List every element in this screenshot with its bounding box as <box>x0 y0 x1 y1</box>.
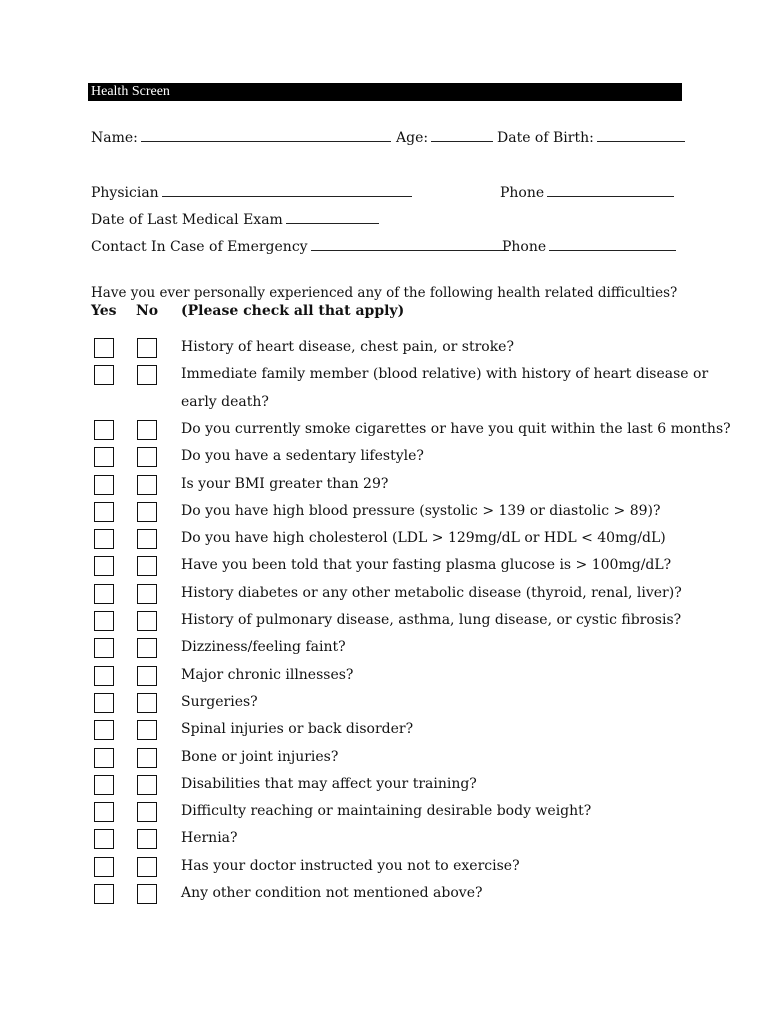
no-checkbox[interactable] <box>137 502 157 522</box>
no-checkbox[interactable] <box>137 638 157 658</box>
emergency-row <box>91 238 509 256</box>
yes-checkbox[interactable] <box>94 584 114 604</box>
no-checkbox[interactable] <box>137 338 157 358</box>
check-instruction: (Please check all that apply) <box>181 303 405 319</box>
no-checkbox[interactable] <box>137 584 157 604</box>
yes-checkbox[interactable] <box>94 447 114 467</box>
question-text: Have you been told that your fasting plasma glucose is > 100mg/dL? <box>181 557 672 574</box>
no-checkbox[interactable] <box>137 420 157 440</box>
no-checkbox[interactable] <box>137 666 157 686</box>
no-checkbox[interactable] <box>137 529 157 549</box>
form-title: Health Screen <box>91 84 170 99</box>
no-checkbox[interactable] <box>137 365 157 385</box>
yes-checkbox[interactable] <box>94 748 114 768</box>
no-checkbox[interactable] <box>137 475 157 495</box>
yes-checkbox[interactable] <box>94 857 114 877</box>
physician-field[interactable] <box>162 184 412 197</box>
no-checkbox[interactable] <box>137 857 157 877</box>
yes-checkbox[interactable] <box>94 556 114 576</box>
age-field[interactable] <box>431 129 493 142</box>
yes-checkbox[interactable] <box>94 338 114 358</box>
age-label: Age: <box>396 130 429 146</box>
question-text: History diabetes or any other metabolic disease (thyroid, renal, liver)? <box>181 584 682 601</box>
name-label: Name: <box>91 130 138 146</box>
question-text: History of pulmonary disease, asthma, lung disease, or cystic fibrosis? <box>181 612 682 628</box>
question-text: Major chronic illnesses? <box>181 666 354 683</box>
yes-checkbox[interactable] <box>94 884 114 904</box>
question-text: Surgeries? <box>181 693 258 710</box>
question-text: Bone or joint injuries? <box>181 748 339 765</box>
phone2-label: Phone <box>502 239 547 255</box>
yes-checkbox[interactable] <box>94 666 114 686</box>
no-checkbox[interactable] <box>137 775 157 795</box>
last-exam-label: Date of Last Medical Exam <box>91 212 283 228</box>
question-text: Difficulty reaching or maintaining desirable body weight? <box>181 803 592 820</box>
no-checkbox[interactable] <box>137 611 157 631</box>
yes-column-label: Yes <box>91 303 117 319</box>
no-checkbox[interactable] <box>137 829 157 849</box>
no-checkbox[interactable] <box>137 802 157 822</box>
no-checkbox[interactable] <box>137 720 157 740</box>
no-checkbox[interactable] <box>137 447 157 467</box>
name-row <box>91 129 391 147</box>
emergency-field[interactable] <box>311 238 509 251</box>
no-checkbox[interactable] <box>137 693 157 713</box>
yes-checkbox[interactable] <box>94 802 114 822</box>
yes-checkbox[interactable] <box>94 775 114 795</box>
yes-checkbox[interactable] <box>94 720 114 740</box>
questionnaire-prompt: Have you ever personally experienced any of the following health related difficulties? <box>91 285 678 301</box>
last-exam-field[interactable] <box>286 211 379 224</box>
yes-checkbox[interactable] <box>94 829 114 849</box>
question-text: Immediate family member (blood relative) with history of heart disease or <box>181 366 709 383</box>
question-text: Do you currently smoke cigarettes or have you quit within the last 6 months? <box>181 420 731 437</box>
question-text-continued: early death? <box>181 393 269 410</box>
yes-checkbox[interactable] <box>94 529 114 549</box>
no-column-label: No <box>136 303 159 319</box>
yes-checkbox[interactable] <box>94 611 114 631</box>
yes-checkbox[interactable] <box>94 475 114 495</box>
title-bar <box>88 83 682 101</box>
yes-checkbox[interactable] <box>94 693 114 713</box>
phone2-field[interactable] <box>549 238 676 251</box>
phone2-row <box>502 238 676 256</box>
dob-row <box>497 129 685 147</box>
question-text: Hernia? <box>181 830 238 847</box>
question-text: Disabilities that may affect your training? <box>181 775 477 792</box>
age-row <box>396 129 493 147</box>
dob-label: Date of Birth: <box>497 130 594 146</box>
emergency-label: Contact In Case of Emergency <box>91 239 308 255</box>
question-text: Is your BMI greater than 29? <box>181 475 389 492</box>
no-checkbox[interactable] <box>137 556 157 576</box>
no-checkbox[interactable] <box>137 748 157 768</box>
question-text: Any other condition not mentioned above? <box>181 885 483 901</box>
dob-field[interactable] <box>597 129 685 142</box>
yes-checkbox[interactable] <box>94 502 114 522</box>
phone-label: Phone <box>500 185 545 201</box>
phone-field[interactable] <box>547 184 674 197</box>
name-field[interactable] <box>141 129 391 142</box>
question-text: Dizziness/feeling faint? <box>181 639 346 656</box>
yes-checkbox[interactable] <box>94 420 114 440</box>
phone-row <box>500 184 674 202</box>
physician-label: Physician <box>91 185 159 201</box>
question-text: Has your doctor instructed you not to exercise? <box>181 857 520 874</box>
question-text: Do you have high cholesterol (LDL > 129mg/dL or HDL < 40mg/dL) <box>181 530 666 547</box>
no-checkbox[interactable] <box>137 884 157 904</box>
question-text: Do you have high blood pressure (systolic > 139 or diastolic > 89)? <box>181 502 661 519</box>
question-text: Spinal injuries or back disorder? <box>181 721 414 738</box>
physician-row <box>91 184 412 202</box>
question-text: Do you have a sedentary lifestyle? <box>181 448 424 465</box>
yes-checkbox[interactable] <box>94 638 114 658</box>
last-exam-row <box>91 211 379 229</box>
yes-checkbox[interactable] <box>94 365 114 385</box>
question-text: History of heart disease, chest pain, or stroke? <box>181 339 514 355</box>
